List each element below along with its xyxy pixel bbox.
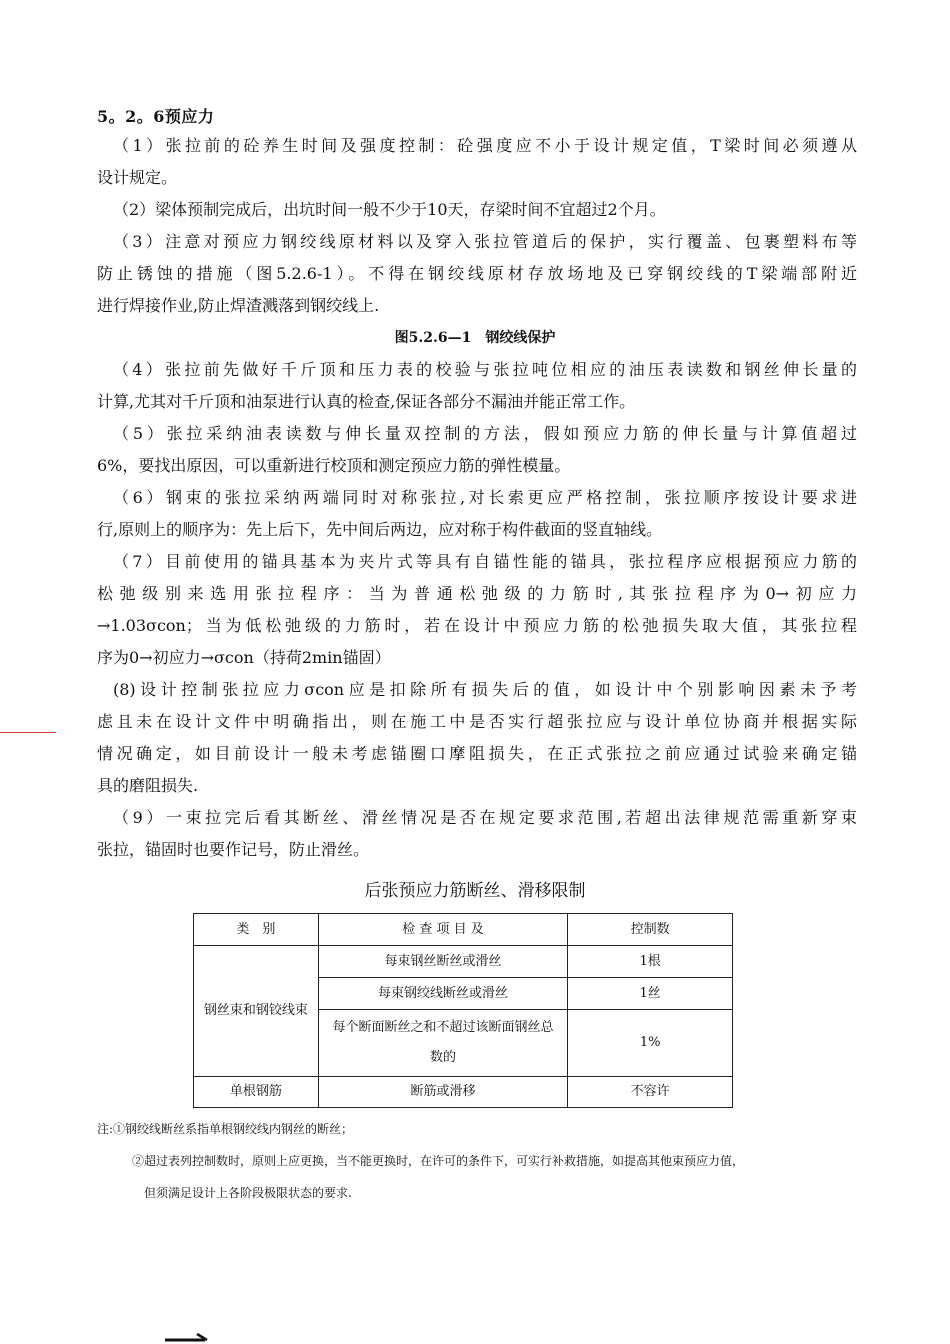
item-cell: 每个断面断丝之和不超过该断面钢丝总数的 [318, 1010, 568, 1077]
header-category: 类 别 [194, 914, 319, 946]
note-1: 注:①钢绞线断丝系指单根钢绞线内钢丝的断丝； [97, 1122, 354, 1136]
note-2-continuation: 但须满足设计上各阶段极限状态的要求. [144, 1186, 352, 1200]
paragraph-1-line-2: 设计规定。 [97, 168, 178, 187]
paragraph-8-line-3: 情况确定，如目前设计一般未考虑锚圈口摩阻损失，在正式张拉之前应通过试验来确定锚 [97, 744, 857, 763]
item-cell: 断筋或滑移 [318, 1077, 568, 1108]
paragraph-7-line-3: →1.03σcon；当为低松弛级的力筋时，若在设计中预应力筋的松弛损失取大值，其张拉程 [97, 616, 857, 635]
paragraph-5-line-2: 6%，要找出原因，可以重新进行校顶和测定预应力筋的弹性模量。 [97, 456, 571, 475]
paragraph-9-line-1: （9）一束拉完后看其断丝、滑丝情况是否在规定要求范围,若超出法律规范需重新穿束 [113, 808, 857, 827]
paragraph-6-line-2: 行,原则上的顺序为：先上后下，先中间后两边，应对称于构件截面的竖直轴线。 [97, 520, 663, 539]
paragraph-8-line-1: (8)设计控制张拉应力σcon应是扣除所有损失后的值，如设计中个别影响因素未予考 [113, 680, 857, 699]
paragraph-6-line-1: （6）钢束的张拉采纳两端同时对称张拉,对长索更应严格控制，张拉顺序按设计要求进 [113, 488, 857, 507]
paragraph-1-line-1: （1）张拉前的砼养生时间及强度控制：砼强度应不小于设计规定值，T梁时间必须遵从 [113, 136, 857, 155]
value-cell: 1根 [568, 946, 733, 978]
paragraph-4-line-1: （4）张拉前先做好千斤顶和压力表的校验与张拉吨位相应的油压表读数和钢丝伸长量的 [113, 360, 857, 379]
value-cell: 1丝 [568, 978, 733, 1010]
item-cell: 每束钢绞线断丝或滑丝 [318, 978, 568, 1010]
value-cell: 不容许 [568, 1077, 733, 1108]
paragraph-7-line-1: （7）目前使用的锚具基本为夹片式等具有自锚性能的锚具，张拉程序应根据预应力筋的 [113, 552, 857, 571]
margin-mark [0, 732, 56, 733]
paragraph-8-line-2: 虑且未在设计文件中明确指出，则在施工中是否实行超张拉应与设计单位协商并根据实际 [97, 712, 857, 731]
category-cell: 钢丝束和钢铰线束 [194, 946, 319, 1077]
paragraph-8-line-4: 具的磨阻损失. [97, 776, 199, 795]
table-header-row [194, 914, 733, 946]
paragraph-5-line-1: （5）张拉采纳油表读数与伸长量双控制的方法，假如预应力筋的伸长量与计算值超过 [113, 424, 857, 443]
paragraph-7-line-2: 松弛级别来选用张拉程序：当为普通松弛级的力筋时,其张拉程序为0→初应力 [97, 584, 857, 603]
limits-table [193, 913, 733, 1108]
header-item: 检 查 项 目 及 [318, 914, 568, 946]
paragraph-4-line-2: 计算,尤其对千斤顶和油泵进行认真的检查,保证各部分不漏油并能正常工作。 [97, 392, 636, 411]
header-control: 控制数 [568, 914, 733, 946]
paragraph-3-line-2: 防止锈蚀的措施（图5.2.6-1）。不得在钢绞线原材存放场地及已穿钢绞线的T梁端部附近 [97, 264, 857, 283]
paragraph-3-line-1: （3）注意对预应力钢绞线原材料以及穿入张拉管道后的保护，实行覆盖、包裹塑料布等 [113, 232, 857, 251]
table-row [194, 1077, 733, 1108]
paragraph-2: （2）梁体预制完成后，出坑时间一般不少于10天，存梁时间不宜超过2个月。 [113, 200, 666, 219]
note-2: ②超过表列控制数时，原则上应更换，当不能更换时，在许可的条件下，可实行补救措施，如提高其他束预应力值， [132, 1154, 745, 1168]
table-row [194, 946, 733, 978]
paragraph-7-line-4: 序为0→初应力→σcon（持荷2min锚固） [97, 648, 391, 667]
arrow-icon [163, 1324, 211, 1344]
item-cell: 每束钢丝断丝或滑丝 [318, 946, 568, 978]
table-title: 后张预应力筋断丝、滑移限制 [364, 881, 586, 901]
category-cell: 单根钢筋 [194, 1077, 319, 1108]
figure-caption: 图5.2.6—1 钢绞线保护 [394, 330, 556, 346]
section-heading: 5。2。6预应力 [97, 107, 215, 126]
table-notes [97, 1116, 887, 1206]
paragraph-3-line-3: 进行焊接作业,防止焊渣溅落到钢绞线上. [97, 296, 380, 315]
paragraph-9-line-2: 张拉，锚固时也要作记号，防止滑丝。 [97, 840, 370, 859]
value-cell: 1% [568, 1010, 733, 1077]
